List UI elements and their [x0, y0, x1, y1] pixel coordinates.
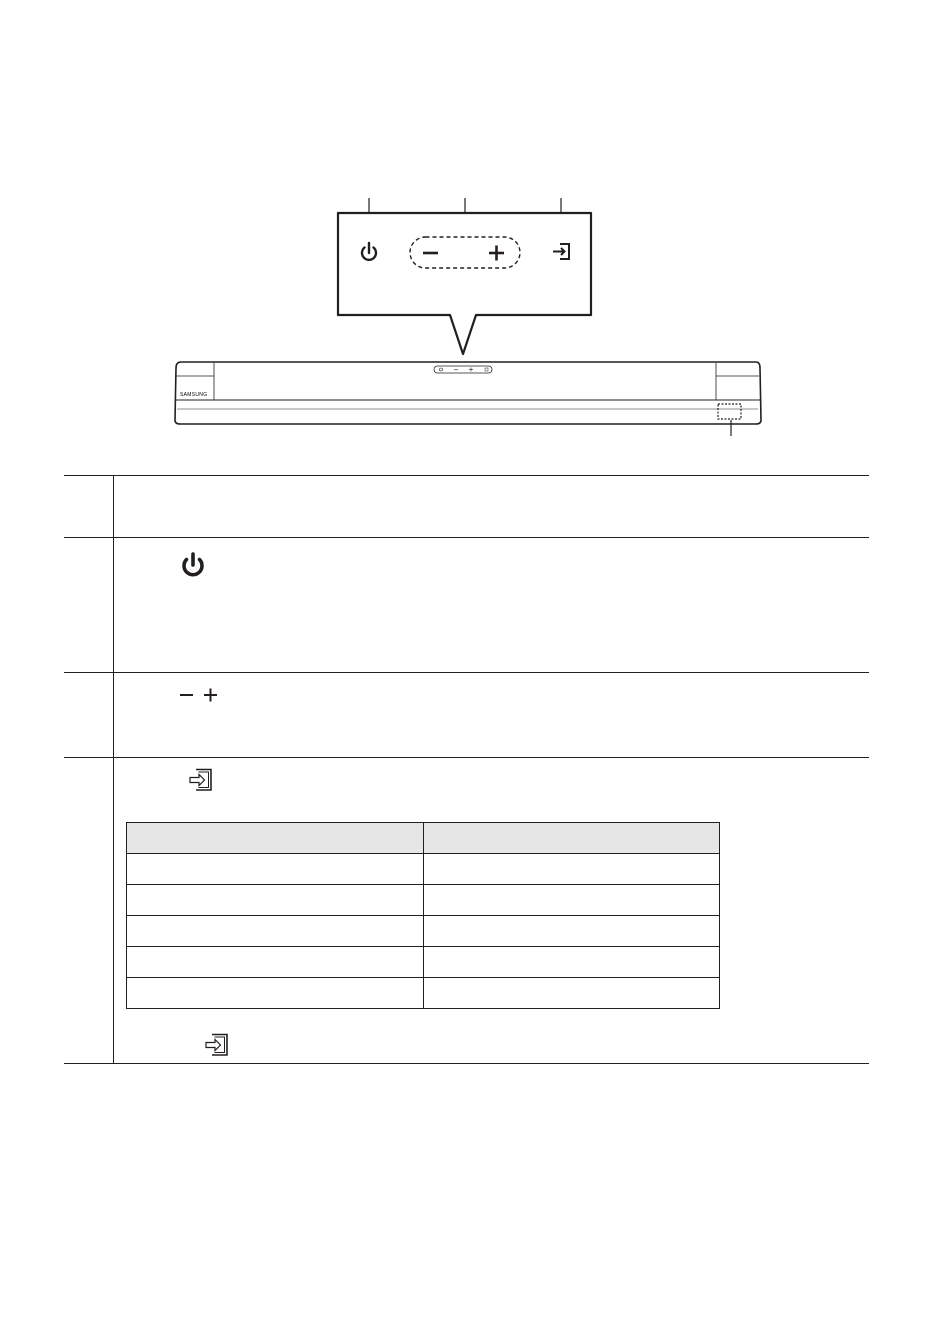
volume-minus-plus-icon [178, 686, 222, 704]
table-cell [127, 947, 424, 978]
table-column-divider [113, 475, 114, 1064]
row-divider [64, 757, 869, 758]
table-cell [424, 947, 720, 978]
table-row [127, 854, 720, 885]
source-input-icon [205, 1033, 231, 1057]
row-divider [64, 672, 869, 673]
table-row [127, 916, 720, 947]
table-cell [127, 916, 424, 947]
control-panel-callout [338, 213, 591, 354]
table-top-rule [64, 475, 869, 476]
table-header-cell [424, 823, 720, 854]
table-header-row [127, 823, 720, 854]
power-icon [179, 552, 207, 580]
soundbar-illustration [0, 0, 933, 460]
table-cell [424, 916, 720, 947]
source-input-icon [189, 768, 215, 792]
table-cell [424, 885, 720, 916]
row-divider [64, 537, 869, 538]
soundbar-body [175, 362, 761, 424]
source-mode-table [126, 822, 720, 1009]
table-cell [127, 978, 424, 1009]
table-row [127, 885, 720, 916]
table-header-cell [127, 823, 424, 854]
table-cell [424, 978, 720, 1009]
table-bottom-rule [64, 1063, 869, 1064]
table-cell [424, 854, 720, 885]
table-row [127, 978, 720, 1009]
table-cell [127, 885, 424, 916]
table-cell [127, 854, 424, 885]
brand-logo: SAMSUNG [180, 392, 208, 398]
table-row [127, 947, 720, 978]
soundbar-diagram [0, 0, 933, 460]
